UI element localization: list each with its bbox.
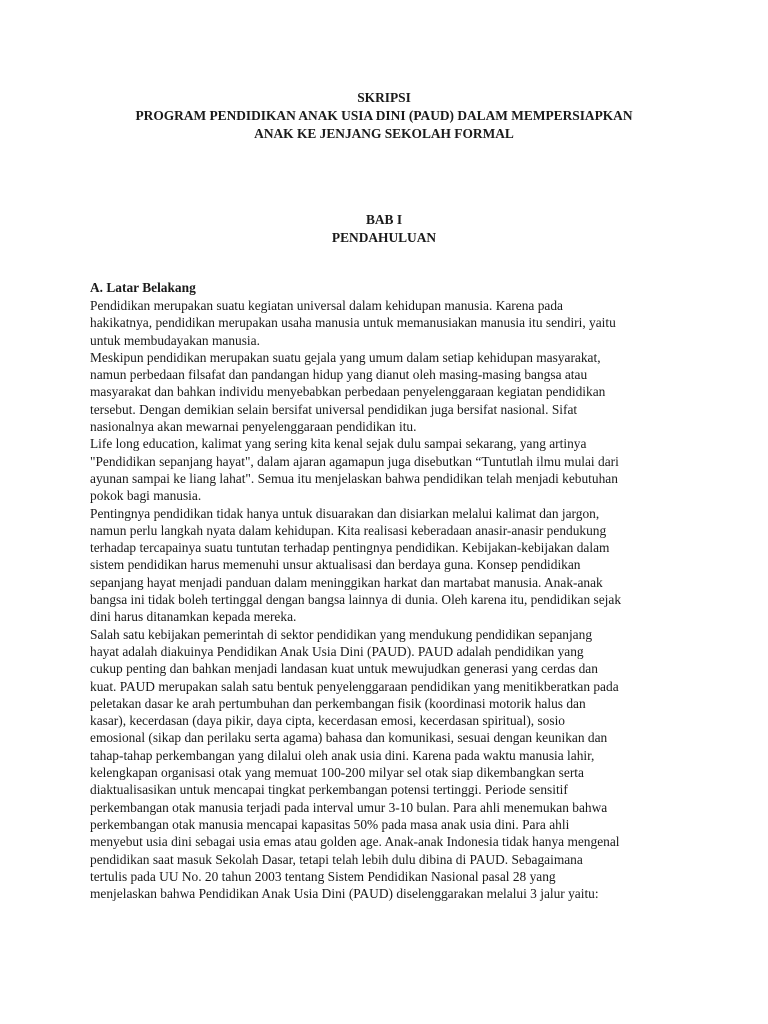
section-heading: A. Latar Belakang xyxy=(90,280,196,295)
body-line: sistem pendidikan harus memenuhi unsur aktualisasi dan berdaya guna. Konsep pendidikan xyxy=(90,557,581,573)
body-line: menyebut usia dini sebagai usia emas atau golden age. Anak-anak Indonesia tidak hanya mengenal xyxy=(90,834,620,850)
body-line: perkembangan otak manusia terjadi pada interval umur 3-10 bulan. Para ahli menemukan bahwa xyxy=(90,799,608,815)
chapter-heading xyxy=(80,211,688,247)
body-line: kelengkapan organisasi otak yang memuat 100-200 milyar sel otak siap dikembangkan serta xyxy=(90,765,584,781)
body-text xyxy=(90,297,690,902)
body-line: tahap-tahap perkembangan yang dilalui oleh anak usia dini. Karena pada waktu manusia lahir, xyxy=(90,747,595,763)
body-line: Meskipun pendidikan merupakan suatu gejala yang umum dalam setiap kehidupan masyarakat, xyxy=(90,349,601,365)
body-line: perkembangan otak manusia mencapai kapasitas 50% pada masa anak usia dini. Para ahli xyxy=(90,816,570,832)
body-line: Salah satu kebijakan pemerintah di sektor pendidikan yang mendukung pendidikan sepanjang xyxy=(90,626,593,642)
body-line: pendidikan saat masuk Sekolah Dasar, tetapi telah lebih dulu dibina di PAUD. Sebagaimana xyxy=(90,851,583,867)
title-line-anak: ANAK KE JENJANG SEKOLAH FORMAL xyxy=(254,126,514,141)
body-line: nasionalnya akan mewarnai penyelenggaraan pendidikan itu. xyxy=(90,419,417,435)
title-line-skripsi: SKRIPSI xyxy=(357,90,411,105)
body-line: Life long education, kalimat yang sering kita kenal sejak dulu sampai sekarang, yang artinya xyxy=(90,436,587,452)
body-line: dini harus ditanamkan kepada mereka. xyxy=(90,609,297,625)
body-line: ayunan sampai ke liang lahat". Semua itu menjelaskan bahwa pendidikan telah menjadi kebutuhan xyxy=(90,470,618,486)
chapter-name: PENDAHULUAN xyxy=(331,230,437,245)
body-line: peletakan dasar ke arah pertumbuhan dan perkembangan fisik (koordinasi motorik halus dan xyxy=(90,695,586,711)
body-line: hayat adalah diakuinya Pendidikan Anak Usia Dini (PAUD). PAUD adalah pendidikan yang xyxy=(90,643,584,659)
body-line: pokok bagi manusia. xyxy=(90,488,202,504)
body-line: menjelaskan bahwa Pendidikan Anak Usia Dini (PAUD) diselenggarakan melalui 3 jalur yaitu: xyxy=(90,886,599,902)
body-line: terhadap tercapainya suatu tuntutan terhadap pentingnya pendidikan. Kebijakan-kebijakan dalam xyxy=(90,540,610,556)
body-line: diaktualisasikan untuk mencapai tingkat perkembangan potensi tertinggi. Periode sensitif xyxy=(90,782,568,798)
body-line: sepanjang hayat menjadi panduan dalam meninggikan harkat dan martabat manusia. Anak-anak xyxy=(90,574,603,590)
body-line: namun perlu langkah nyata dalam kehidupan. Kita realisasi keberadaan anasir-anasir pendukung xyxy=(90,522,607,538)
body-line: kasar), kecerdasan (daya pikir, daya cipta, kecerdasan emosi, kecerdasan spiritual), sosio xyxy=(90,713,566,729)
title-line-program: PROGRAM PENDIDIKAN ANAK USIA DINI (PAUD) DALAM MEMPERSIAPKAN xyxy=(135,108,633,123)
body-line: cukup penting dan bahkan menjadi landasan kuat untuk mewujudkan generasi yang cerdas dan xyxy=(90,661,598,677)
body-line: masyarakat dan bahkan individu menyebabkan perbedaan penyelenggaraan kegiatan pendidikan xyxy=(90,384,606,400)
body-line: emosional (sikap dan perilaku serta agama) bahasa dan komunikasi, sesuai dengan keunikan dan xyxy=(90,730,608,746)
body-line: tertulis pada UU No. 20 tahun 2003 tentang Sistem Pendidikan Nasional pasal 28 yang xyxy=(90,868,556,884)
body-line: Pendidikan merupakan suatu kegiatan universal dalam kehidupan manusia. Karena pada xyxy=(90,298,563,313)
document-title xyxy=(80,89,688,143)
body-line: Pentingnya pendidikan tidak hanya untuk disuarakan dan disiarkan melalui kalimat dan jargon, xyxy=(90,505,600,521)
body-line: "Pendidikan sepanjang hayat", dalam ajaran agamapun juga disebutkan “Tuntutlah ilmu mulai dari xyxy=(90,453,619,469)
body-line: namun perbedaan filsafat dan pandangan hidup yang dianut oleh masing-masing bangsa atau xyxy=(90,367,588,383)
body-line: hakikatnya, pendidikan merupakan usaha manusia untuk memanusiakan manusia itu sendiri, yaitu xyxy=(90,315,616,331)
body-line: untuk membudayakan manusia. xyxy=(90,332,260,348)
body-line: bangsa ini tidak boleh tertinggal dengan bangsa lainnya di dunia. Oleh karena itu, pendidikan sejak xyxy=(90,592,622,608)
chapter-number: BAB I xyxy=(365,212,403,227)
body-line: tersebut. Dengan demikian selain bersifat universal pendidikan juga bersifat nasional. Sifat xyxy=(90,401,578,417)
body-line: kuat. PAUD merupakan salah satu bentuk penyelenggaraan pendidikan yang menitikberatkan pada xyxy=(90,678,619,694)
